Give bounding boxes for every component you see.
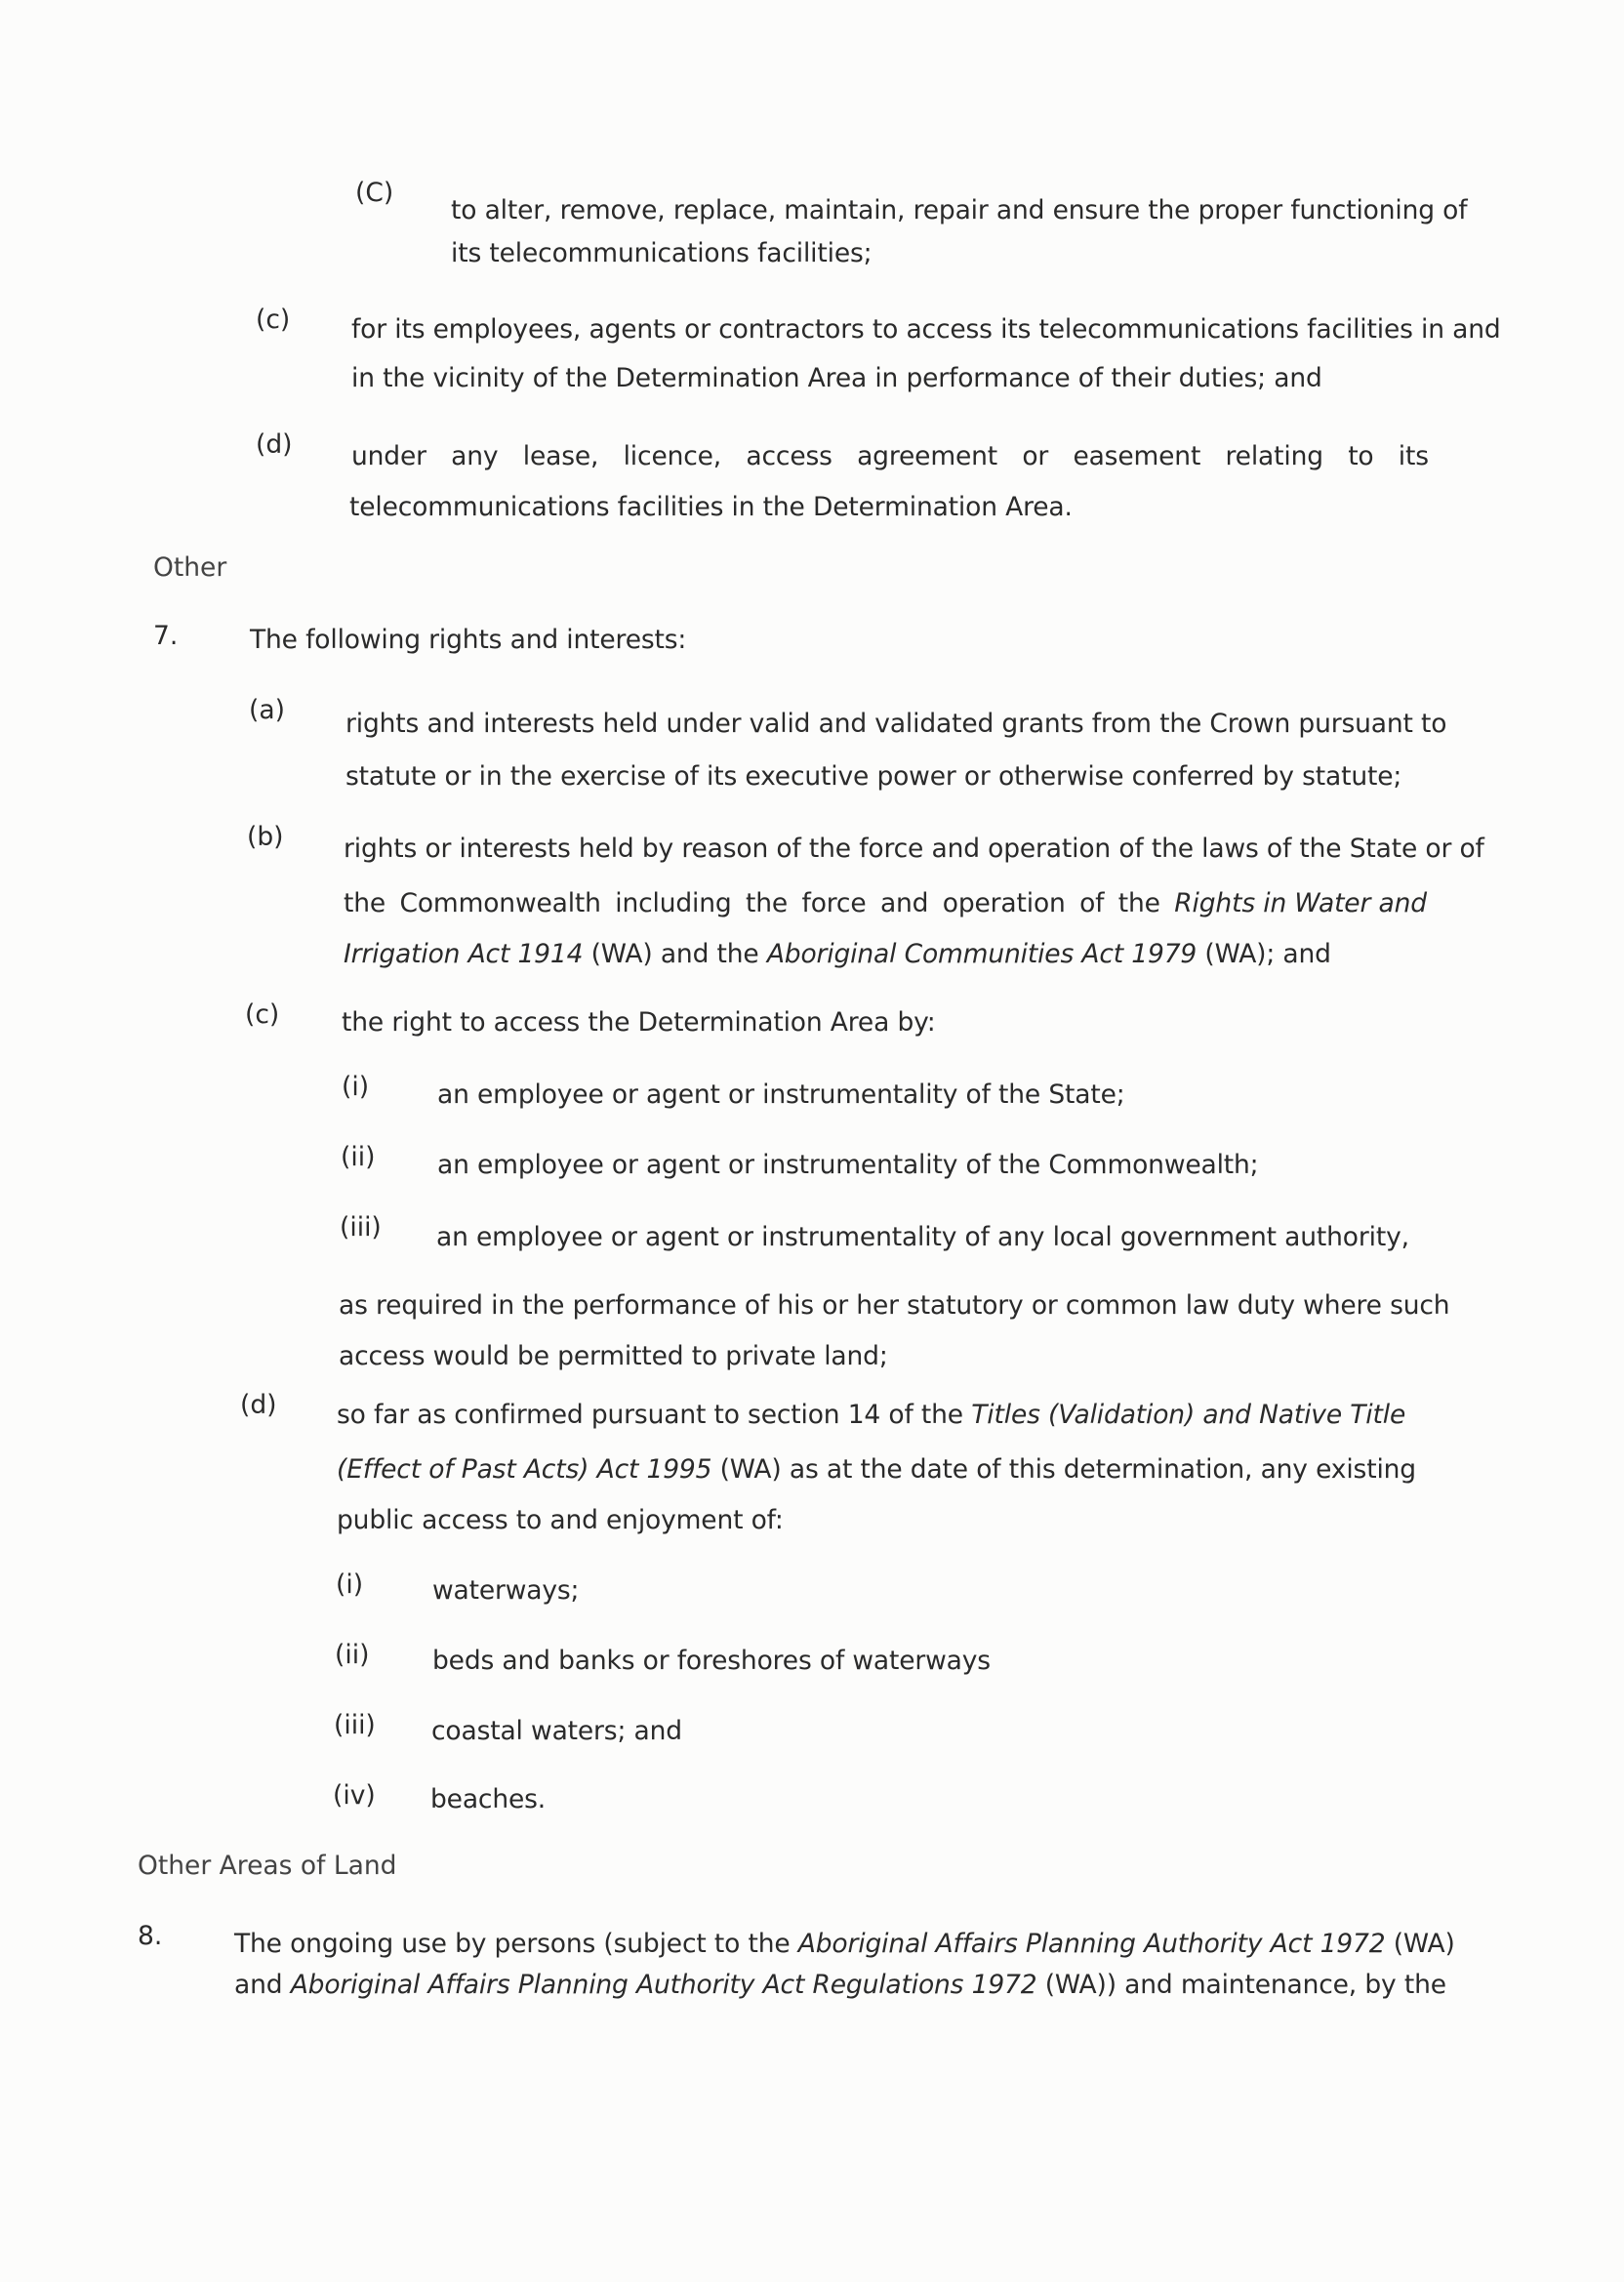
word: to: [1348, 441, 1374, 471]
word: easement: [1073, 441, 1201, 471]
act-title: (Effect of Past Acts) Act 1995: [337, 1454, 712, 1485]
act-title: Irrigation Act 1914: [344, 939, 584, 969]
act-title: Rights in Water and: [1174, 888, 1427, 918]
justified-line: [344, 886, 1427, 921]
text-line: an employee or agent or instrumentality of the Commonwealth;: [437, 1150, 1259, 1180]
section-heading: Other: [153, 552, 227, 583]
text-line: its telecommunications facilities;: [451, 238, 873, 268]
act-title: Aboriginal Communities Act 1979: [766, 939, 1198, 969]
item-label: (c): [245, 999, 280, 1030]
text-line: an employee or agent or instrumentality of any local government authority,: [436, 1222, 1409, 1252]
text-line: [234, 1927, 1455, 1962]
text-line: [337, 1452, 1416, 1487]
word: under: [351, 441, 426, 471]
text-line: [234, 1968, 1446, 2003]
item-label: (c): [256, 305, 291, 335]
text-fragment: The ongoing use by persons (subject to the: [234, 1929, 798, 1959]
paragraph-number: 7.: [153, 621, 179, 651]
word: the: [344, 888, 386, 918]
text-line: telecommunications facilities in the Determination Area.: [349, 492, 1073, 522]
text-line: for its employees, agents or contractors to access its telecommunications facilities in and: [351, 314, 1501, 345]
text-line: as required in the performance of his or her statutory or common law duty where such: [339, 1290, 1450, 1321]
text-line: rights or interests held by reason of the force and operation of the laws of the State or of: [344, 834, 1484, 864]
text-fragment: and: [234, 1970, 291, 2000]
paragraph-number: 8.: [138, 1921, 163, 1951]
word: lease,: [522, 441, 599, 471]
act-title: Aboriginal Affairs Planning Authority Act Regulations 1972: [290, 1970, 1037, 2000]
text-fragment: (WA); and: [1197, 939, 1331, 969]
word: agreement: [857, 441, 998, 471]
text-line: waterways;: [432, 1575, 580, 1606]
word: of: [1079, 888, 1105, 918]
text-fragment: so far as confirmed pursuant to section 14 of the: [337, 1400, 972, 1430]
text-line: rights and interests held under valid and validated grants from the Crown pursuant to: [345, 709, 1447, 739]
text-fragment: (WA): [1385, 1929, 1455, 1959]
text-line: The following rights and interests:: [250, 625, 687, 655]
sub-item-label: (i): [342, 1072, 370, 1102]
word: access: [746, 441, 832, 471]
section-heading: Other Areas of Land: [138, 1851, 397, 1881]
text-line: beds and banks or foreshores of waterways: [432, 1646, 991, 1676]
act-title: Titles (Validation) and Native Title: [971, 1400, 1406, 1430]
word: licence,: [623, 441, 722, 471]
word: its: [1398, 441, 1429, 471]
text-line: statute or in the exercise of its executive power or otherwise conferred by statute;: [345, 761, 1402, 792]
text-line: access would be permitted to private land;: [339, 1341, 888, 1371]
word: operation: [942, 888, 1066, 918]
sub-item-label: (ii): [335, 1640, 370, 1670]
text-line: in the vicinity of the Determination Area in performance of their duties; and: [351, 363, 1322, 393]
item-label: (C): [355, 178, 394, 208]
word: force: [801, 888, 867, 918]
sub-item-label: (ii): [341, 1142, 376, 1172]
item-label: (b): [247, 822, 284, 852]
sub-item-label: (i): [336, 1569, 364, 1600]
text-fragment: (WA)) and maintenance, by the: [1036, 1970, 1446, 2000]
justified-line: [351, 439, 1429, 474]
item-label: (a): [249, 695, 285, 725]
word: or: [1022, 441, 1049, 471]
text-line: [344, 937, 1331, 972]
sub-item-label: (iii): [334, 1710, 376, 1740]
word: any: [451, 441, 499, 471]
text-line: an employee or agent or instrumentality of the State;: [437, 1080, 1125, 1110]
sub-item-label: (iv): [333, 1780, 376, 1811]
word: including: [615, 888, 732, 918]
item-label: (d): [240, 1390, 277, 1420]
text-line: [337, 1398, 1405, 1433]
text-line: beaches.: [430, 1784, 547, 1814]
text-fragment: (WA) and the: [583, 939, 767, 969]
text-line: public access to and enjoyment of:: [337, 1505, 784, 1535]
sub-item-label: (iii): [340, 1212, 382, 1243]
act-title: Aboriginal Affairs Planning Authority Act 1972: [797, 1929, 1386, 1959]
text-line: to alter, remove, replace, maintain, repair and ensure the proper functioning of: [451, 195, 1468, 225]
text-line: the right to access the Determination Area by:: [342, 1007, 936, 1038]
word: the: [1117, 888, 1160, 918]
item-label: (d): [256, 429, 293, 460]
word: and: [879, 888, 929, 918]
word: Commonwealth: [399, 888, 601, 918]
word: relating: [1225, 441, 1323, 471]
word: the: [746, 888, 789, 918]
text-line: coastal waters; and: [431, 1716, 682, 1746]
text-fragment: (WA) as at the date of this determination, any existing: [711, 1454, 1416, 1485]
